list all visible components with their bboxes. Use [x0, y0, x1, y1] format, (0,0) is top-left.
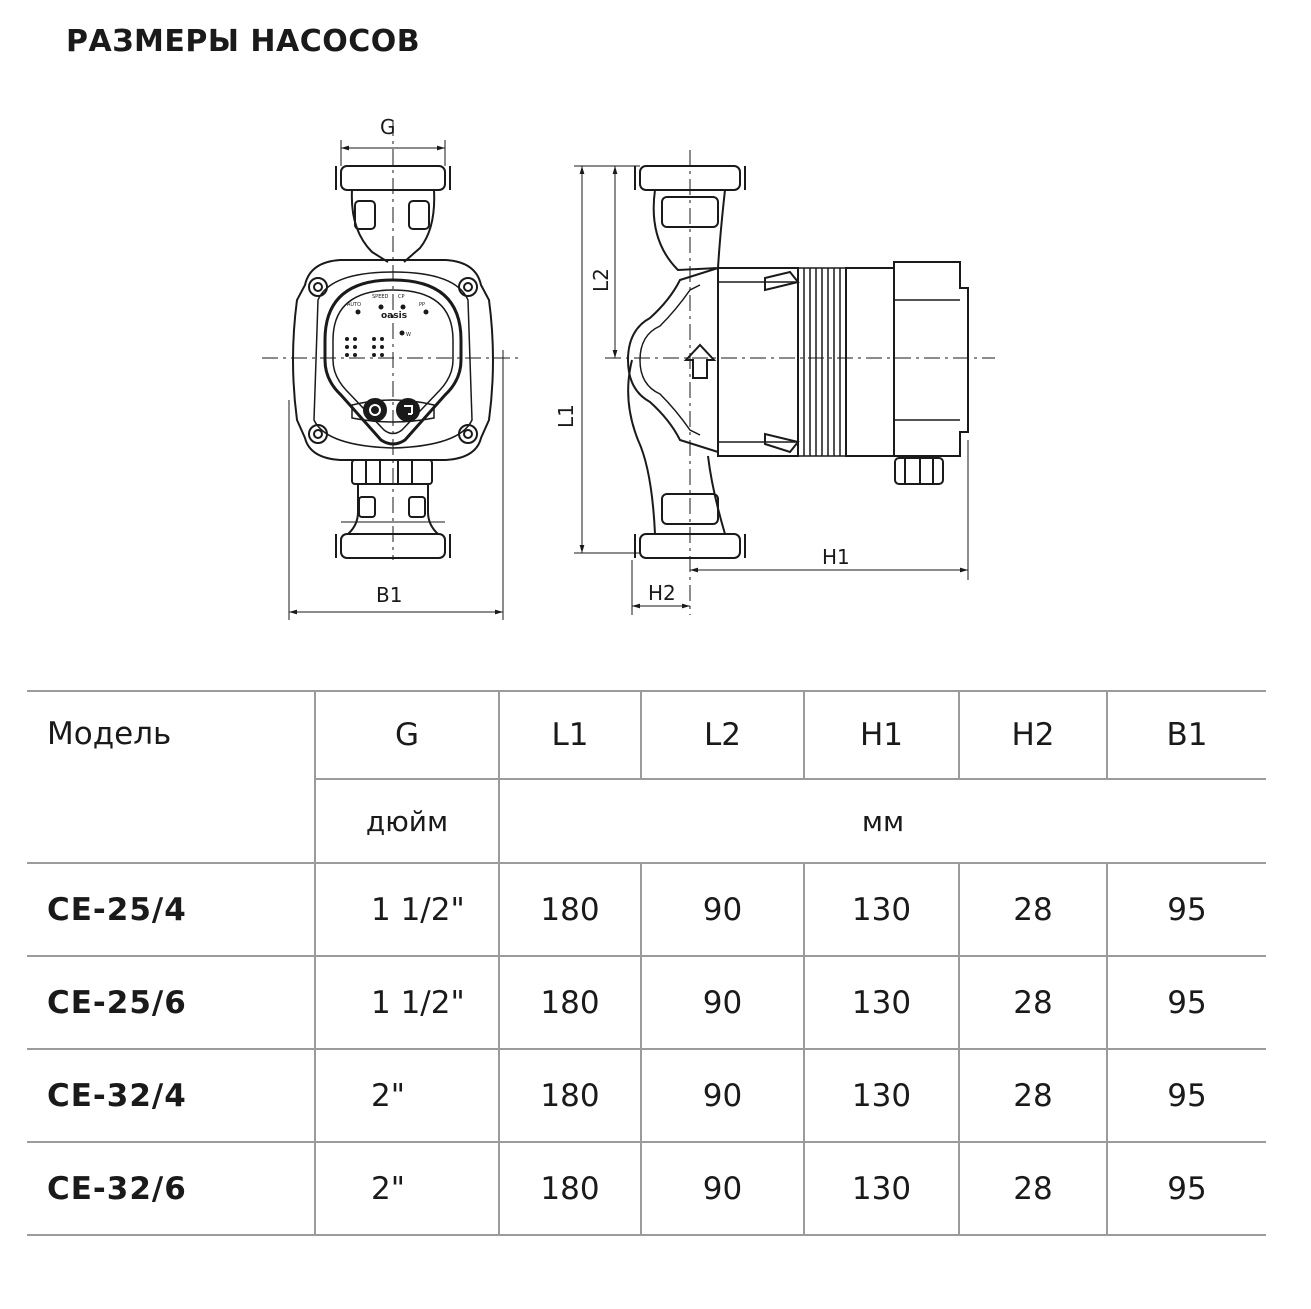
row-h1: 130: [804, 1142, 959, 1235]
table-row: [27, 1049, 1266, 1142]
row-b1: 95: [1107, 1049, 1266, 1142]
header-model: Модель: [27, 691, 315, 863]
table-header-row: [27, 691, 1266, 779]
row-h2: 28: [959, 1049, 1107, 1142]
page-title: РАЗМЕРЫ НАСОСОВ: [66, 24, 421, 59]
panel-auto-label: AUTO: [347, 302, 362, 308]
row-h1: 130: [804, 1049, 959, 1142]
panel-w-label: W: [406, 332, 411, 338]
table-row: [27, 956, 1266, 1049]
header-l1: L1: [499, 691, 641, 779]
row-model: CE-25/6: [27, 956, 315, 1049]
pump-side-view: [628, 166, 968, 558]
row-g: 2": [315, 1049, 499, 1142]
dim-label-l1: L1: [554, 404, 578, 428]
header-h1: H1: [804, 691, 959, 779]
row-model: CE-32/4: [27, 1049, 315, 1142]
row-l2: 90: [641, 863, 804, 956]
panel-brand-label: oasis: [381, 311, 408, 321]
row-l1: 180: [499, 956, 641, 1049]
row-h2: 28: [959, 863, 1107, 956]
row-b1: 95: [1107, 956, 1266, 1049]
header-l2: L2: [641, 691, 804, 779]
row-model: CE-32/6: [27, 1142, 315, 1235]
row-l2: 90: [641, 1049, 804, 1142]
row-g: 2": [315, 1142, 499, 1235]
dimensions-table: [27, 690, 1266, 1236]
header-b1: B1: [1107, 691, 1266, 779]
dim-label-h1: H1: [822, 545, 850, 569]
table-row: [27, 1142, 1266, 1235]
table-row: [27, 863, 1266, 956]
row-h1: 130: [804, 863, 959, 956]
panel-cp-label: CP: [398, 294, 405, 300]
row-l2: 90: [641, 1142, 804, 1235]
row-model: CE-25/4: [27, 863, 315, 956]
dim-label-h2: H2: [648, 581, 676, 605]
row-b1: 95: [1107, 863, 1266, 956]
unit-inch: дюйм: [315, 779, 499, 863]
panel-speed-label: SPEED: [372, 294, 389, 300]
dim-label-b1: B1: [376, 583, 403, 607]
row-h2: 28: [959, 1142, 1107, 1235]
panel-pp-label: PP: [419, 302, 426, 308]
row-l1: 180: [499, 1049, 641, 1142]
row-l2: 90: [641, 956, 804, 1049]
row-h2: 28: [959, 956, 1107, 1049]
row-l1: 180: [499, 1142, 641, 1235]
row-g: 1 1/2": [315, 863, 499, 956]
row-h1: 130: [804, 956, 959, 1049]
row-g: 1 1/2": [315, 956, 499, 1049]
header-g: G: [315, 691, 499, 779]
dim-label-g: G: [380, 115, 396, 139]
row-l1: 180: [499, 863, 641, 956]
header-h2: H2: [959, 691, 1107, 779]
unit-mm: мм: [499, 779, 1266, 863]
row-b1: 95: [1107, 1142, 1266, 1235]
dim-label-l2: L2: [589, 268, 613, 292]
